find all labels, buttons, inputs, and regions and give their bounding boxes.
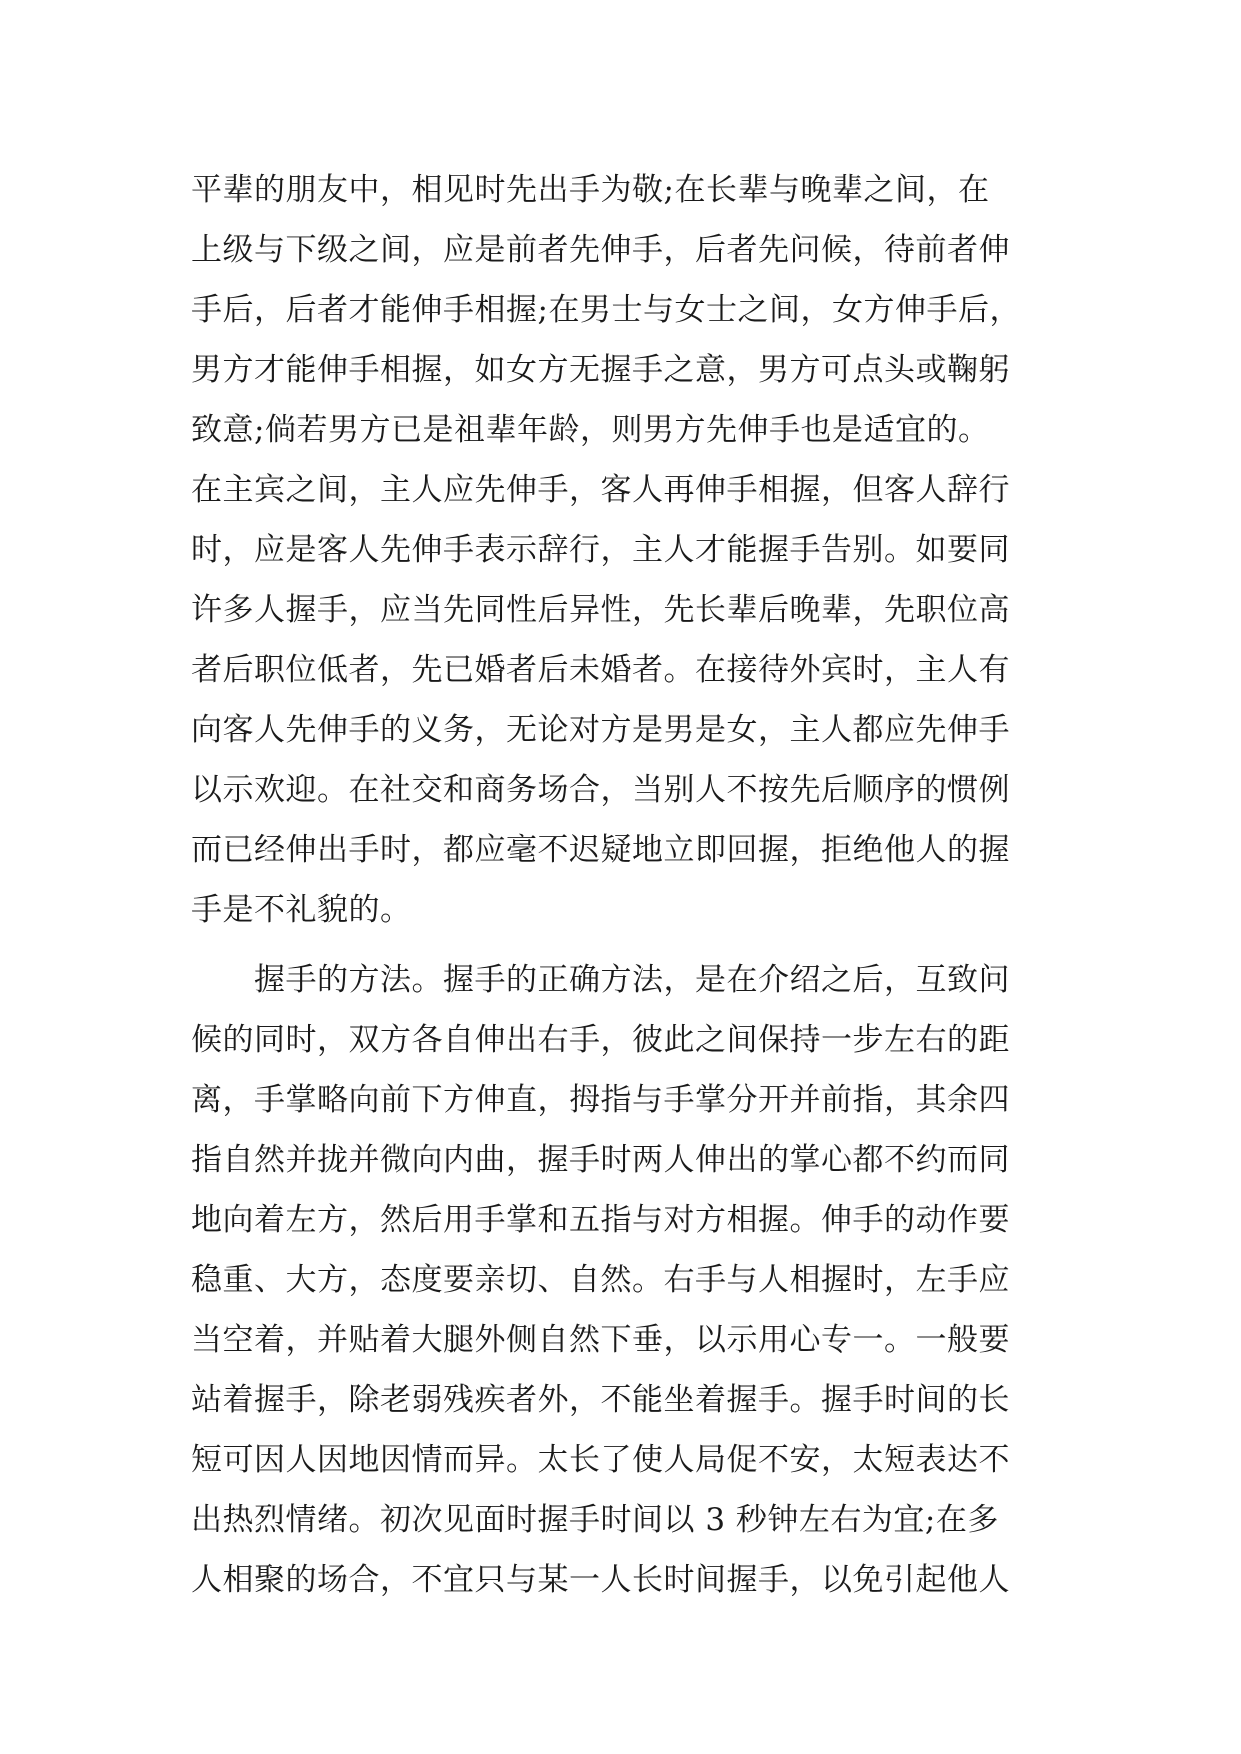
text-line: 手是不礼貌的。 — [191, 892, 412, 928]
text-line: 者后职位低者，先已婚者后未婚者。在接待外宾时，主人有 — [191, 652, 1010, 688]
text-line: 当空着，并贴着大腿外侧自然下垂，以示用心专一。一般要 — [191, 1322, 1010, 1358]
text-line: 致意;倘若男方已是祖辈年龄，则男方先伸手也是适宜的。 — [191, 412, 990, 448]
paragraph-1 — [191, 160, 1071, 940]
text-line: 上级与下级之间，应是前者先伸手，后者先问候，待前者伸 — [191, 232, 1010, 268]
text-line: 指自然并拢并微向内曲，握手时两人伸出的掌心都不约而同 — [191, 1142, 1010, 1178]
text-line: 离，手掌略向前下方伸直，拇指与手掌分开并前指，其余四 — [191, 1082, 1010, 1118]
text-line: 许多人握手，应当先同性后异性，先长辈后晚辈，先职位高 — [191, 592, 1010, 628]
text-line: 出热烈情绪。初次见面时握手时间以 3 秒钟左右为宜;在多 — [191, 1502, 999, 1538]
text-line: 人相聚的场合，不宜只与某一人长时间握手，以免引起他人 — [191, 1562, 1010, 1598]
text-line: 站着握手，除老弱残疾者外，不能坐着握手。握手时间的长 — [191, 1382, 1010, 1418]
text-line: 握手的方法。握手的正确方法，是在介绍之后，互致问 — [254, 962, 1010, 998]
text-line: 男方才能伸手相握，如女方无握手之意，男方可点头或鞠躬 — [191, 352, 1010, 388]
text-line: 手后，后者才能伸手相握;在男士与女士之间，女方伸手后， — [191, 292, 1021, 328]
text-line: 时，应是客人先伸手表示辞行，主人才能握手告别。如要同 — [191, 532, 1010, 568]
text-line: 短可因人因地因情而异。太长了使人局促不安，太短表达不 — [191, 1442, 1010, 1478]
text-line: 在主宾之间，主人应先伸手，客人再伸手相握，但客人辞行 — [191, 472, 1010, 508]
text-line: 向客人先伸手的义务，无论对方是男是女，主人都应先伸手 — [191, 712, 1010, 748]
text-line: 候的同时，双方各自伸出右手，彼此之间保持一步左右的距 — [191, 1022, 1010, 1058]
text-line: 以示欢迎。在社交和商务场合，当别人不按先后顺序的惯例 — [191, 772, 1010, 808]
text-line: 而已经伸出手时，都应毫不迟疑地立即回握，拒绝他人的握 — [191, 832, 1010, 868]
text-line: 稳重、大方，态度要亲切、自然。右手与人相握时，左手应 — [191, 1262, 1010, 1298]
paragraph-2 — [191, 950, 1071, 1610]
text-line: 地向着左方，然后用手掌和五指与对方相握。伸手的动作要 — [191, 1202, 1010, 1238]
paragraph-spacer — [191, 940, 1071, 950]
document-body — [191, 160, 1071, 1610]
text-line: 平辈的朋友中，相见时先出手为敬;在长辈与晚辈之间，在 — [191, 172, 990, 208]
